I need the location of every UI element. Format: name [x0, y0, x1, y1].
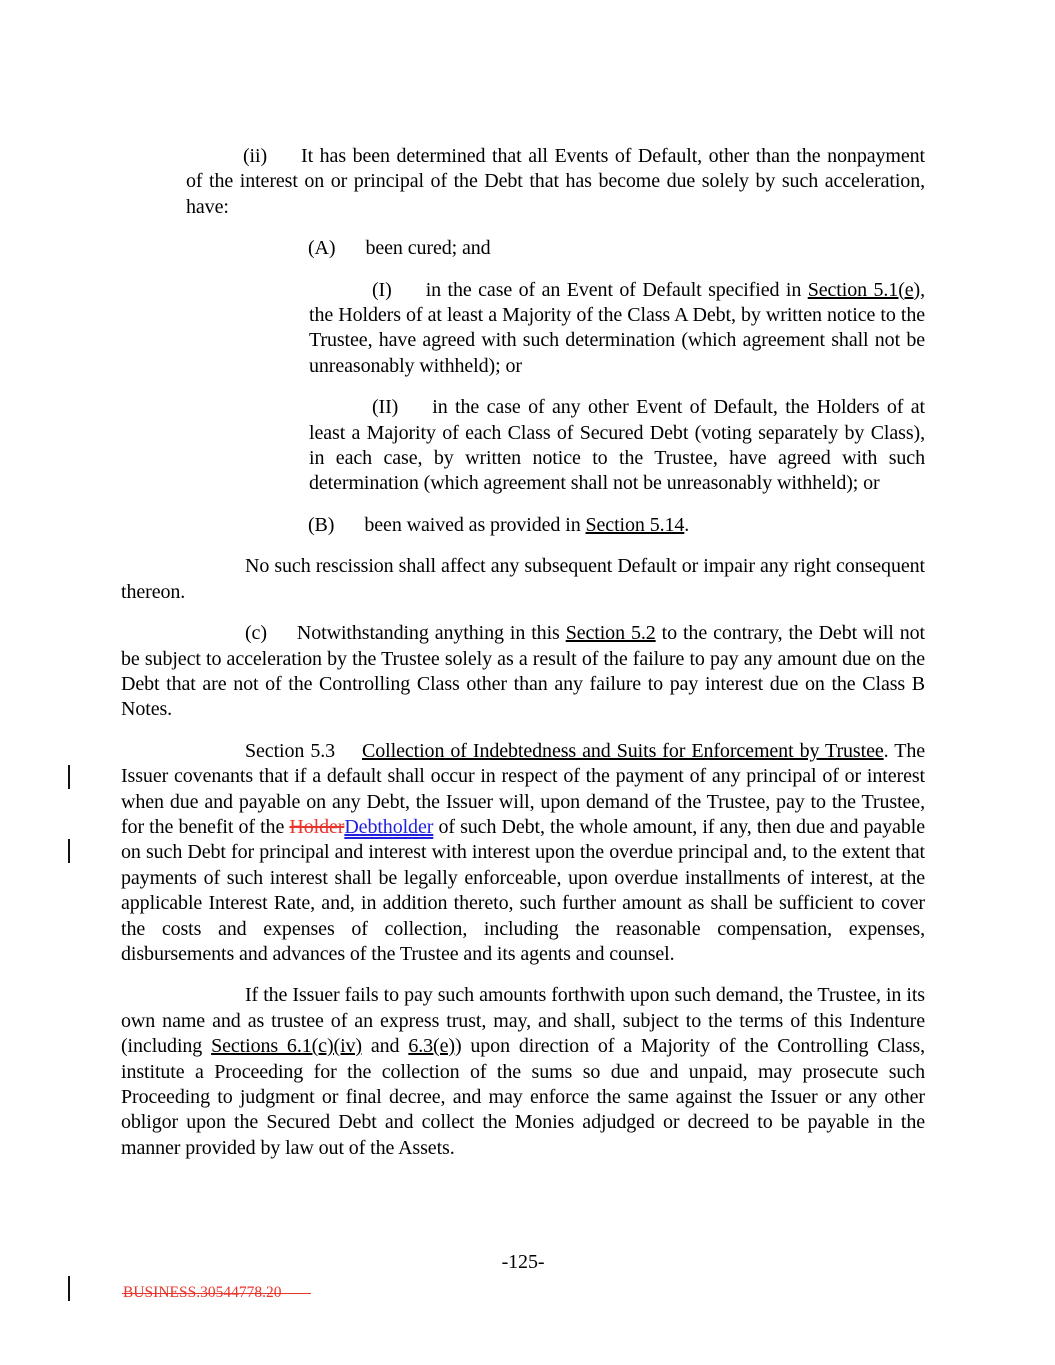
item-B — [121, 513, 925, 538]
paragraph-c-text-before: Notwithstanding anything in this — [296, 622, 566, 645]
inserted-text-debtholder: Debtholder — [344, 815, 434, 838]
change-bar — [68, 839, 70, 863]
paragraph-c-text-after: to the contrary, the Debt will not be subject to acceleration by the Trustee solely as a result of the failure to pay any amount due on the Debt that are not of the Controlling Class other than any failure to pay interest due on the Class B Notes. — [121, 622, 925, 721]
item-II-text: in the case of any other Event of Default, the Holders of at least a Majority of each Class of Secured Debt (voting separately by Class), in each case, by written notice to the Trustee, have agreed with such determination (which agreement shall not be unreasonably withheld); or — [309, 396, 925, 495]
item-II — [121, 395, 925, 497]
section-reference-5-14: Section 5.14 — [585, 513, 685, 536]
section-5-3-number: Section 5.3 — [245, 739, 336, 762]
paragraph-rescission-text: No such rescission shall affect any subsequent Default or impair any right consequent thereon. — [121, 555, 925, 603]
item-B-text-after: . — [684, 513, 690, 536]
section-reference-5-2: Section 5.2 — [565, 622, 656, 645]
item-I-text-after: , the Holders of at least a Majority of the Class A Debt, by written notice to the Trustee, have agreed with such determination (which agreement shall not be unreasonably withheld); or — [309, 278, 925, 377]
item-A — [121, 236, 925, 261]
change-bar — [68, 1276, 70, 1301]
section-5-3-body-before: The Issuer covenants that if a default shall occur in respect of the payment of any principal of or interest when due and payable on any Debt, the Issuer will, upon demand of the Trustee, pay to the Trustee, for the benefit of the — [121, 739, 925, 838]
list-label-I: (I) — [372, 278, 392, 301]
enforcement-text-3: ) upon direction of a Majority of the Controlling Class, institute a Proceeding for the collection of the sums so due and unpaid, may prosecute such Proceeding to judgment or final decree, and may enforce the same against the Issuer or any other obligor upon the Secured Debt and collect the Monies adjudged or decreed to be payable in the manner provided by law out of the Assets. — [121, 1035, 925, 1159]
section-reference-6-1-c-iv: Sections 6.1(c)(iv) — [211, 1035, 362, 1058]
item-I — [121, 278, 925, 380]
section-5-3-title-period: . — [883, 739, 889, 762]
item-A-text: been cured; and — [365, 237, 491, 260]
page-number: -125- — [501, 1251, 545, 1273]
paragraph-ii — [121, 144, 925, 220]
list-label-II: (II) — [372, 396, 399, 419]
list-label-A: (A) — [308, 237, 336, 260]
list-label-ii: (ii) — [243, 145, 268, 167]
section-reference-5-1-e: Section 5.1(e) — [807, 278, 921, 301]
enforcement-text-2: and — [362, 1035, 409, 1058]
enforcement-text-1: If the Issuer fails to pay such amounts forthwith upon such demand, the Trustee, in its own name and as trustee of an express trust, may, and shall, subject to the terms of this Indenture (including — [121, 984, 925, 1058]
change-bar — [68, 765, 70, 789]
item-B-text-before: been waived as provided in — [364, 513, 586, 536]
item-I-text-before: in the case of an Event of Default specified in — [425, 278, 808, 301]
footer-document-id: BUSINESS.30544778.20 — [123, 1284, 282, 1301]
document-body — [121, 144, 925, 1177]
paragraph-c — [121, 621, 925, 723]
paragraph-enforcement — [121, 983, 925, 1161]
list-label-B: (B) — [308, 513, 335, 536]
section-5-3-body-after: of such Debt, the whole amount, if any, then due and payable on such Debt for principal and interest with interest upon the overdue principal and, to the extent that payments of such interest shall be legally enforceable, upon overdue installments of interest, at the applicable Interest Rate, and, in addition thereto, such further amount as shall be sufficient to cover the costs and expenses of collection, including the reasonable compensation, expenses, disbursements and advances of the Trustee and its agents and counsel. — [121, 815, 926, 965]
deleted-text-holder: Holder — [289, 815, 345, 838]
section-reference-6-3-e: 6.3(e) — [408, 1035, 455, 1058]
section-5-3-title: Collection of Indebtedness and Suits for Enforcement by Trustee — [362, 739, 884, 762]
paragraph-ii-text: It has been determined that all Events of Default, other than the nonpayment of the interest on or principal of the Debt that has become due solely by such acceleration, have: — [186, 145, 925, 218]
section-5-3-paragraph — [121, 739, 925, 968]
list-label-c: (c) — [245, 622, 267, 645]
paragraph-rescission — [121, 554, 925, 605]
